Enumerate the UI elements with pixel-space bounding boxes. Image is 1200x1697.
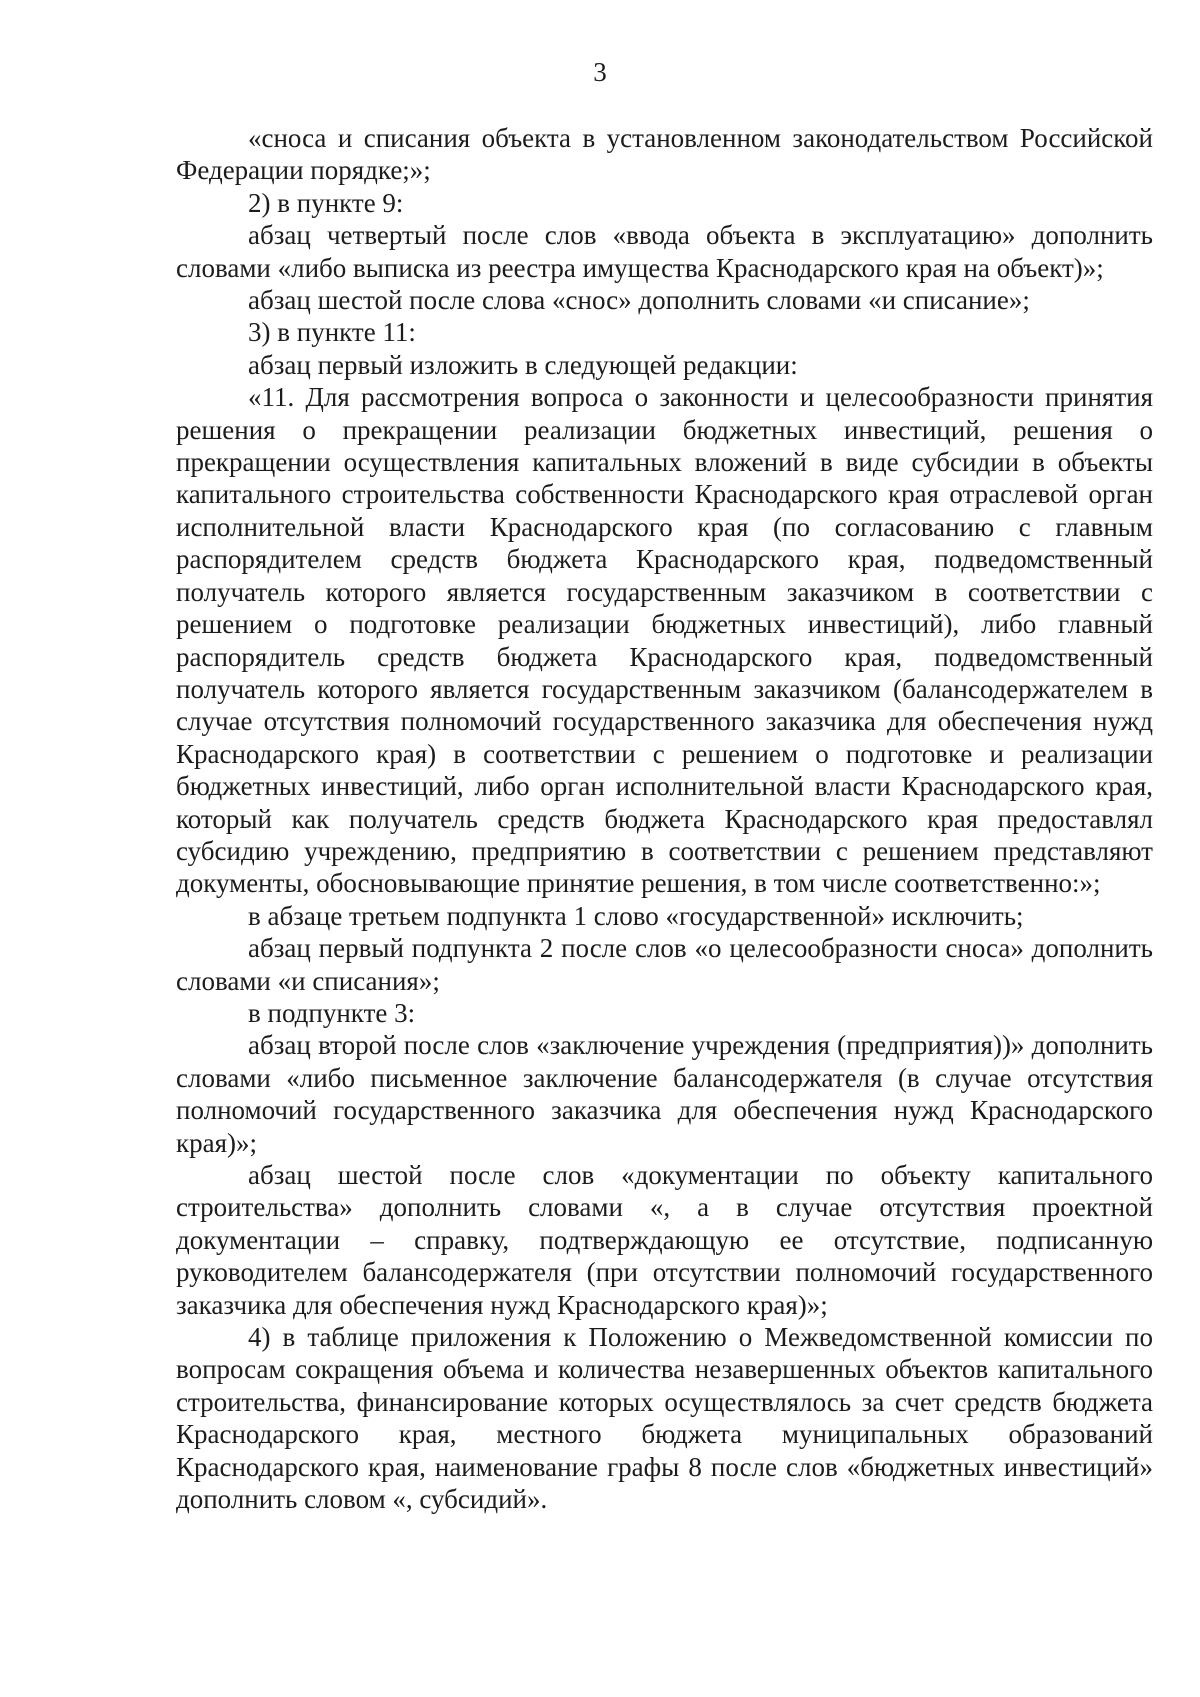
paragraph: в подпункте 3: [248, 997, 416, 1028]
paragraph: 4) в таблице приложения к Положению о Межведомственной комиссии по вопросам сокращения объема и количества незавершенных объектов капитального строительства, финансирование которых осуществлялось за счет средств бюджета Краснодарского края, местного бюджета муниципальных образований Краснодарского края, наименование графы 8 после слов «бюджетных инвестиций» дополнить словом «, субсидий». [176, 1322, 1153, 1515]
paragraph: абзац второй после слов «заключение учреждения (предприятия))» дополнить словами «либо письменное заключение балансодержателя (в случае отсутствия полномочий государственного заказчика для обеспечения нужд Краснодарского края)»; [176, 1030, 1153, 1158]
paragraph: абзац первый подпункта 2 после слов «о целесообразности сноса» дополнить словами «и списания»; [176, 933, 1153, 996]
paragraph: 3) в пункте 11: [248, 317, 416, 348]
paragraph: «сноса и списания объекта в установленном законодательством Российской Федерации порядке;»; [176, 123, 1153, 186]
paragraph: 2) в пункте 9: [248, 187, 404, 218]
paragraph: абзац шестой после слов «документации по объекту капитального строительства» дополнить словами «, а в случае отсутствия проектной документации – справку, подтверждающую ее отсутствие, подписанную руководителем балансодержателя (при отсутствии полномочий государственного заказчика для обеспечения нужд Краснодарского края)»; [176, 1160, 1153, 1320]
document-body [176, 122, 1153, 1515]
paragraph: в абзаце третьем подпункта 1 слово «государственной» исключить; [248, 900, 1024, 931]
paragraph: абзац шестой после слова «снос» дополнить словами «и списание»; [248, 285, 1030, 316]
page-number: 3 [593, 57, 607, 87]
paragraph: «11. Для рассмотрения вопроса о законности и целесообразности принятия решения о прекращении реализации бюджетных инвестиций, решения о прекращении осуществления капитальных вложений в виде субсидии в объекты капитального строительства собственности Краснодарского края отраслевой орган исполнительной власти Краснодарского края (по согласованию с главным распорядителем средств бюджета Краснодарского края, подведомственный получатель которого является государственным заказчиком в соответствии с решением о подготовке реализации бюджетных инвестиций), либо главный распорядитель средств бюджета Краснодарского края, подведомственный получатель которого является государственным заказчиком (балансодержателем в случае отсутствия полномочий государственного заказчика для обеспечения нужд Краснодарского края) в соответствии с решением о подготовке и реализации бюджетных инвестиций, либо орган исполнительной власти Краснодарского края, который как получатель средств бюджета Краснодарского края предоставлял субсидию учреждению, предприятию в соответствии с решением представляют документы, обосновывающие принятие решения, в том числе соответственно:»; [176, 382, 1153, 899]
paragraph: абзац четвертый после слов «ввода объекта в эксплуатацию» дополнить словами «либо выписка из реестра имущества Краснодарского края на объект)»; [176, 220, 1153, 283]
paragraph: абзац первый изложить в следующей редакции: [248, 349, 798, 380]
